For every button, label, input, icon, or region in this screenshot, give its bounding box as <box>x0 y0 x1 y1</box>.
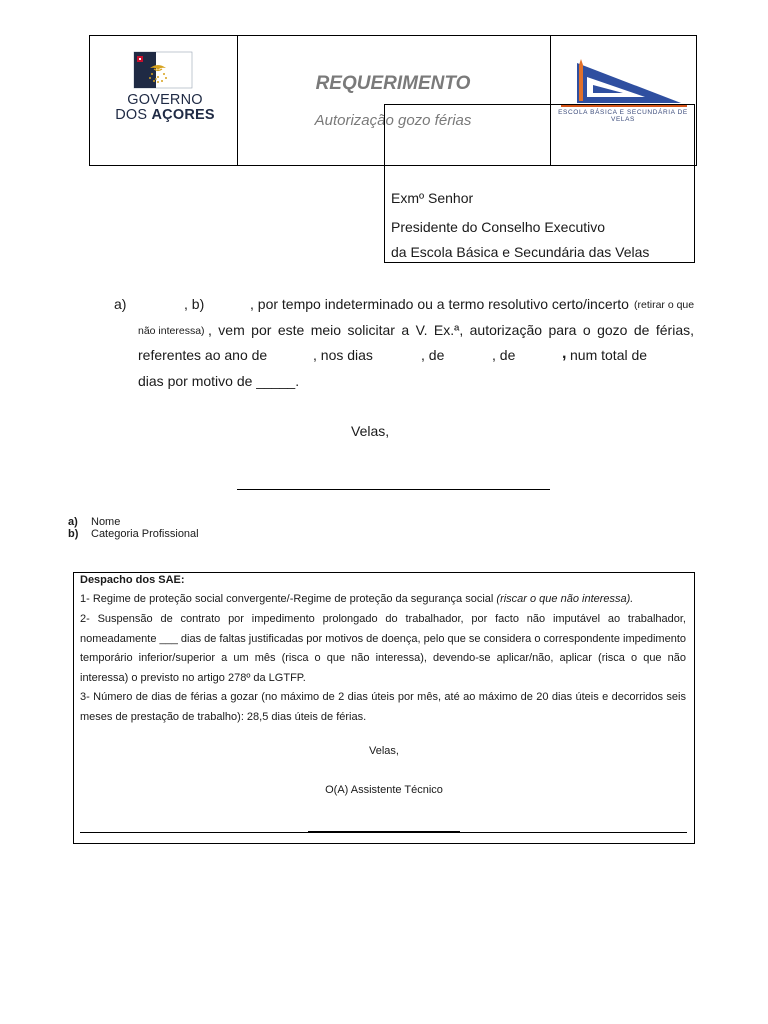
body-de-label-1: , de <box>421 347 445 363</box>
despacho-velas: Velas, <box>369 745 399 757</box>
body-line1-text: , por tempo indeterminado ou a termo resolutivo certo/incerto <box>250 296 629 312</box>
despacho-title: Despacho dos SAE: <box>80 574 185 586</box>
body-line2-text: , vem por este meio solicitar a V. Ex.ª, autorização para o gozo de férias, <box>208 322 694 338</box>
addressee-line1: Exmº Senhor <box>391 190 474 206</box>
field-a-label: a) <box>114 296 127 312</box>
body-comma: , <box>562 345 567 362</box>
body-de-label-2: , de <box>492 347 516 363</box>
note-b: b) <box>68 528 79 540</box>
school-name-text: ESCOLA BÁSICA E SECUNDÁRIA DE VELAS <box>558 109 688 123</box>
despacho-signer: O(A) Assistente Técnico <box>325 784 443 796</box>
note-b-value: Categoria Profissional <box>91 528 199 540</box>
despacho-item2: 2- Suspensão de contrato por impedimento prolongado do trabalhador, por facto não imputável ao trabalhador, nomeadamente ___ dias de faltas justificadas por motivos de doença, pelo que se considera o correspondente impedimento temporário inferior/superior a um mês (risca o que não interessa), devendo-se aplicar/não, aplicar (risca o que não interessa) o previsto no artigo 278º da LGTFP. <box>80 613 686 684</box>
body-total-label: num total de <box>570 347 648 363</box>
gov-logo-line1: GOVERNO <box>127 92 203 108</box>
field-b-label: , b) <box>184 296 205 312</box>
despacho-bottom-rule <box>80 832 687 833</box>
school-emblem-icon <box>553 55 693 110</box>
addressee-line3: da Escola Básica e Secundária das Velas <box>391 244 650 260</box>
body-line2-note: não interessa) <box>138 325 205 337</box>
body-reason-line: dias por motivo de _____. <box>138 373 300 389</box>
body-line1-note: (retirar o que <box>634 299 695 311</box>
velas-date-label: Velas, <box>351 423 390 439</box>
gov-logo-line2: DOS AÇORES <box>115 107 215 123</box>
note-a-value: Nome <box>91 516 121 528</box>
despacho-item3: 3- Número de dias de férias a gozar (no máximo de 2 dias úteis por mês, até ao máximo de 20 dias úteis e decorridos seis meses de prestação de trabalho): 28,5 dias úteis de férias. <box>80 691 686 723</box>
governo-acores-logo <box>110 48 220 128</box>
page-title: REQUERIMENTO <box>315 73 471 94</box>
header-divider-left <box>237 36 238 165</box>
body-days-label: , nos dias <box>313 347 373 363</box>
note-a: a) <box>68 516 78 528</box>
body-year-label: referentes ao ano de <box>138 347 268 363</box>
signature-line[interactable] <box>237 489 550 490</box>
despacho-item1: 1- Regime de proteção social convergente/-Regime de proteção da segurança social (riscar o que não interessa). <box>80 593 634 605</box>
addressee-line2: Presidente do Conselho Executivo <box>391 219 606 235</box>
page-subtitle: Autorização gozo férias <box>314 112 472 129</box>
azores-flag-icon <box>110 48 220 93</box>
addressee-box <box>384 104 695 263</box>
